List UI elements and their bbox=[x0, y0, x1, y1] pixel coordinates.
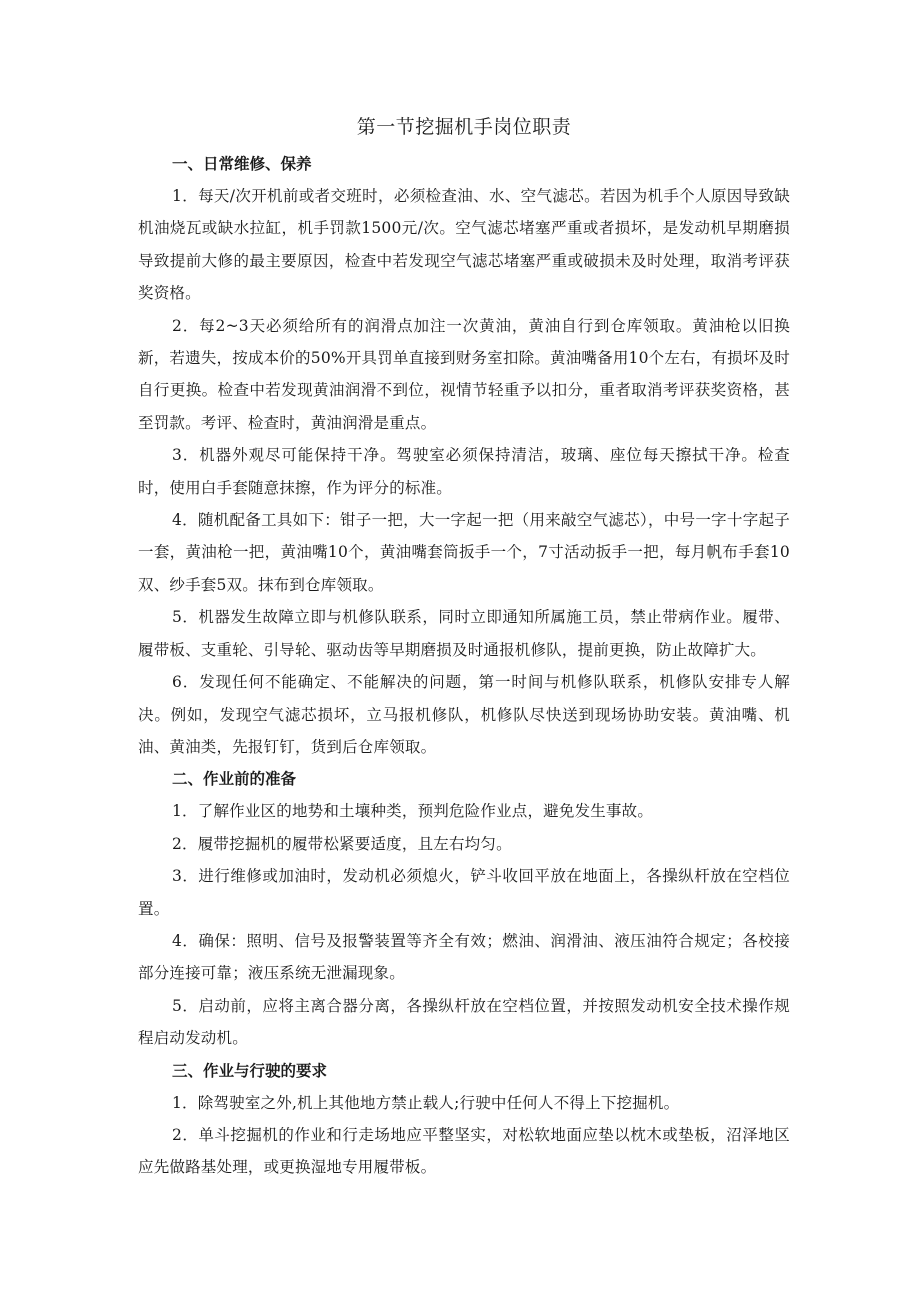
page-title: 第一节挖掘机手岗位职责 bbox=[356, 116, 572, 138]
paragraph: 3．进行维修或加油时，发动机必须熄火，铲斗收回平放在地面上，各操纵杆放在空档位置。 bbox=[138, 867, 790, 918]
section-heading-maintenance: 一、日常维修、保养 bbox=[172, 155, 312, 173]
paragraph: 2．每2~3天必须给所有的润滑点加注一次黄油，黄油自行到仓库领取。黄油枪以旧换新，若遗失，按成本价的50%开具罚单直接到财务室扣除。黄油嘴备用10个左右，有损坏及时自行更换。检查中若发现黄油润滑不到位，视情节轻重予以扣分，重者取消考评获奖资格，甚至罚款。考评、检查时，黄油润滑是重点。 bbox=[138, 316, 790, 432]
paragraph: 2．履带挖掘机的履带松紧要适度，且左右均匀。 bbox=[172, 834, 512, 853]
paragraph: 6．发现任何不能确定、不能解决的问题，第一时间与机修队联系，机修队安排专人解决。例如，发现空气滤芯损坏，立马报机修队，机修队尽快送到现场协助安装。黄油嘴、机油、黄油类，先报钉钉，货到后仓库领取。 bbox=[138, 673, 790, 756]
paragraph: 4．确保：照明、信号及报警装置等齐全有效；燃油、润滑油、液压油符合规定；各校接部分连接可靠；液压系统无泄漏现象。 bbox=[138, 931, 790, 983]
paragraph: 2．单斗挖掘机的作业和行走场地应平整坚实，对松软地面应垫以枕木或垫板，沼泽地区应先做路基处理，或更换湿地专用履带板。 bbox=[138, 1125, 790, 1177]
paragraph: 5．启动前，应将主离合器分离，各操纵杆放在空档位置，并按照发动机安全技术操作规程启动发动机。 bbox=[138, 996, 790, 1048]
paragraph: 1．除驾驶室之外,机上其他地方禁止载人;行驶中任何人不得上下挖掘机。 bbox=[172, 1093, 680, 1112]
paragraph: 5．机器发生故障立即与机修队联系，同时立即通知所属施工员，禁止带病作业。履带、履带板、支重轮、引导轮、驱动齿等早期磨损及时通报机修队，提前更换，防止故障扩大。 bbox=[138, 608, 790, 659]
paragraph: 1．了解作业区的地势和土壤种类，预判危险作业点，避免发生事故。 bbox=[172, 802, 654, 821]
section-heading-preparation: 二、作业前的准备 bbox=[172, 770, 297, 789]
paragraph: 4．随机配备工具如下：钳子一把，大一字起一把（用来敲空气滤芯），中号一字十字起子一套，黄油枪一把，黄油嘴10个，黄油嘴套筒扳手一个，7寸活动扳手一把，每月帆布手套10双、纱手套5双。抹布到仓库领取。 bbox=[138, 511, 790, 594]
document-page bbox=[138, 112, 790, 1184]
paragraph: 3．机器外观尽可能保持干净。驾驶室必须保持清洁，玻璃、座位每天擦拭干净。检查时，使用白手套随意抹擦，作为评分的标准。 bbox=[138, 446, 790, 497]
section-heading-operation: 三、作业与行驶的要求 bbox=[172, 1061, 328, 1080]
paragraph: 1．每天/次开机前或者交班时，必须检查油、水、空气滤芯。若因为机手个人原因导致缺机油烧瓦或缺水拉缸，机手罚款1500元/次。空气滤芯堵塞严重或者损坏，是发动机早期磨损导致提前大修的最主要原因，检查中若发现空气滤芯堵塞严重或破损未及时处理，取消考评获奖资格。 bbox=[138, 187, 790, 303]
